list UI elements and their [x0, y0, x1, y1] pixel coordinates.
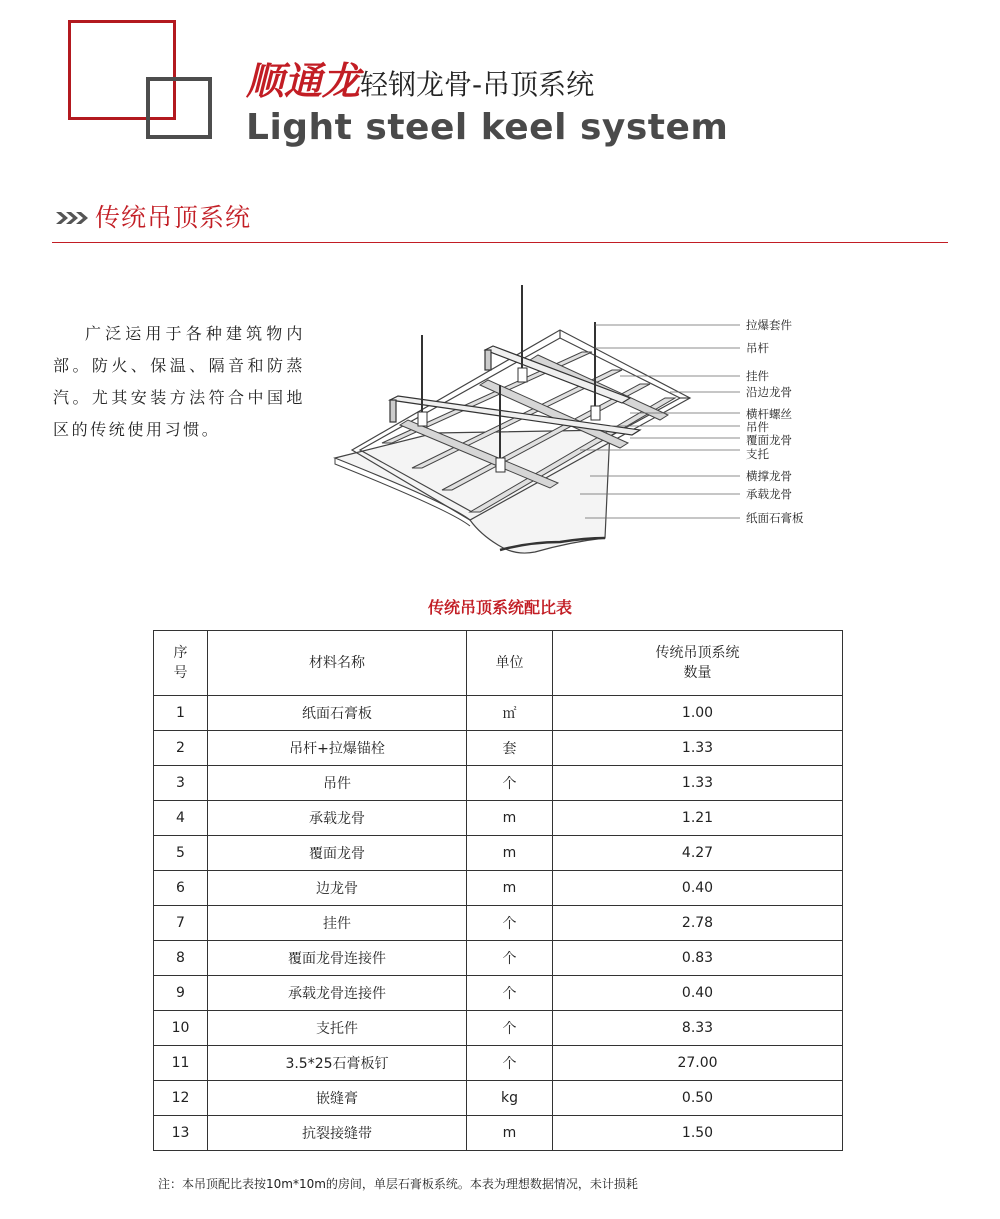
label-cross-brace-keel: 横撑龙骨 — [746, 469, 792, 483]
cell-index: 3 — [154, 766, 208, 801]
cell-unit: kg — [467, 1081, 553, 1116]
cell-index: 10 — [154, 1011, 208, 1046]
label-support: 支托 — [746, 447, 769, 461]
table-row — [154, 871, 843, 906]
table-row — [154, 1046, 843, 1081]
cell-index: 8 — [154, 941, 208, 976]
cell-material-name: 挂件 — [208, 906, 467, 941]
section-title: 传统吊顶系统 — [95, 203, 252, 232]
table-row — [154, 906, 843, 941]
cell-unit: 个 — [467, 906, 553, 941]
cell-quantity: 4.27 — [553, 836, 843, 871]
label-expansion-anchor-kit: 拉爆套件 — [746, 318, 792, 332]
cell-index: 13 — [154, 1116, 208, 1151]
label-cover-keel: 覆面龙骨 — [746, 433, 792, 447]
cell-material-name: 抗裂接缝带 — [208, 1116, 467, 1151]
cell-quantity: 0.40 — [553, 871, 843, 906]
cell-unit: 个 — [467, 1011, 553, 1046]
ratio-table — [153, 630, 843, 1151]
cell-material-name: 吊件 — [208, 766, 467, 801]
cell-unit: m — [467, 871, 553, 906]
double-chevron-icon — [56, 210, 88, 226]
section-divider — [52, 242, 948, 243]
table-title: 传统吊顶系统配比表 — [427, 598, 572, 617]
cell-quantity: 27.00 — [553, 1046, 843, 1081]
ceiling-system-diagram — [330, 280, 830, 580]
brand-subtitle: 轻钢龙骨-吊顶系统 — [360, 68, 595, 101]
cell-quantity: 1.50 — [553, 1116, 843, 1151]
intro-paragraph: 广泛运用于各种建筑物内部。防火、保温、隔音和防蒸汽。尤其安装方法符合中国地区的传统使用习惯。 — [53, 324, 305, 439]
table-row — [154, 1116, 843, 1151]
cell-index: 7 — [154, 906, 208, 941]
table-row — [154, 696, 843, 731]
brand-english: Light steel keel system — [246, 107, 729, 148]
footnote: 注：本吊顶配比表按10m*10m的房间，单层石膏板系统。本表为理想数据情况，未计损耗 — [158, 1177, 638, 1191]
label-hanger: 吊件 — [746, 420, 769, 434]
cell-quantity: 1.33 — [553, 766, 843, 801]
table-row — [154, 976, 843, 1011]
cell-quantity: 1.00 — [553, 696, 843, 731]
label-crossbar-screw: 横杆螺丝 — [746, 407, 792, 421]
cell-index: 2 — [154, 731, 208, 766]
cell-unit: ㎡ — [467, 696, 553, 731]
cell-material-name: 覆面龙骨 — [208, 836, 467, 871]
cell-material-name: 吊杆+拉爆锚栓 — [208, 731, 467, 766]
brand-name: 顺通龙 — [246, 59, 361, 103]
cell-unit: 个 — [467, 941, 553, 976]
table-header-row — [154, 631, 843, 696]
table-row — [154, 1081, 843, 1116]
cell-material-name: 承载龙骨连接件 — [208, 976, 467, 1011]
cell-unit: 个 — [467, 1046, 553, 1081]
cell-index: 6 — [154, 871, 208, 906]
table-row — [154, 1011, 843, 1046]
label-gypsum-board: 纸面石膏板 — [746, 511, 804, 525]
label-pendant: 挂件 — [746, 369, 769, 383]
cell-unit: m — [467, 1116, 553, 1151]
table-row — [154, 941, 843, 976]
cell-material-name: 3.5*25石膏板钉 — [208, 1046, 467, 1081]
cell-quantity: 1.33 — [553, 731, 843, 766]
header-quantity: 传统吊顶系统 数量 — [553, 631, 843, 696]
cell-unit: m — [467, 836, 553, 871]
cell-material-name: 支托件 — [208, 1011, 467, 1046]
cell-material-name: 承载龙骨 — [208, 801, 467, 836]
cell-index: 11 — [154, 1046, 208, 1081]
cell-unit: 个 — [467, 766, 553, 801]
brand-title — [246, 59, 595, 103]
cell-material-name: 嵌缝膏 — [208, 1081, 467, 1116]
cell-index: 12 — [154, 1081, 208, 1116]
label-suspension-rod: 吊杆 — [746, 341, 769, 355]
header-material-name: 材料名称 — [208, 631, 467, 696]
cell-unit: 套 — [467, 731, 553, 766]
header-unit: 单位 — [467, 631, 553, 696]
cell-quantity: 0.40 — [553, 976, 843, 1011]
cell-quantity: 2.78 — [553, 906, 843, 941]
cell-quantity: 1.21 — [553, 801, 843, 836]
label-edge-keel: 沿边龙骨 — [746, 385, 792, 399]
cell-material-name: 纸面石膏板 — [208, 696, 467, 731]
logo-grey-square — [146, 77, 212, 139]
table-row — [154, 801, 843, 836]
cell-unit: m — [467, 801, 553, 836]
header-index: 序号 — [154, 631, 208, 696]
cell-index: 5 — [154, 836, 208, 871]
cell-quantity: 8.33 — [553, 1011, 843, 1046]
cell-material-name: 覆面龙骨连接件 — [208, 941, 467, 976]
table-row — [154, 836, 843, 871]
cell-quantity: 0.50 — [553, 1081, 843, 1116]
label-bearing-keel: 承载龙骨 — [746, 487, 792, 501]
cell-material-name: 边龙骨 — [208, 871, 467, 906]
cell-quantity: 0.83 — [553, 941, 843, 976]
cell-index: 4 — [154, 801, 208, 836]
table-row — [154, 766, 843, 801]
cell-index: 9 — [154, 976, 208, 1011]
diagram-labels — [746, 318, 804, 525]
cell-index: 1 — [154, 696, 208, 731]
cell-unit: 个 — [467, 976, 553, 1011]
table-row — [154, 731, 843, 766]
intro-text-block — [53, 318, 305, 446]
